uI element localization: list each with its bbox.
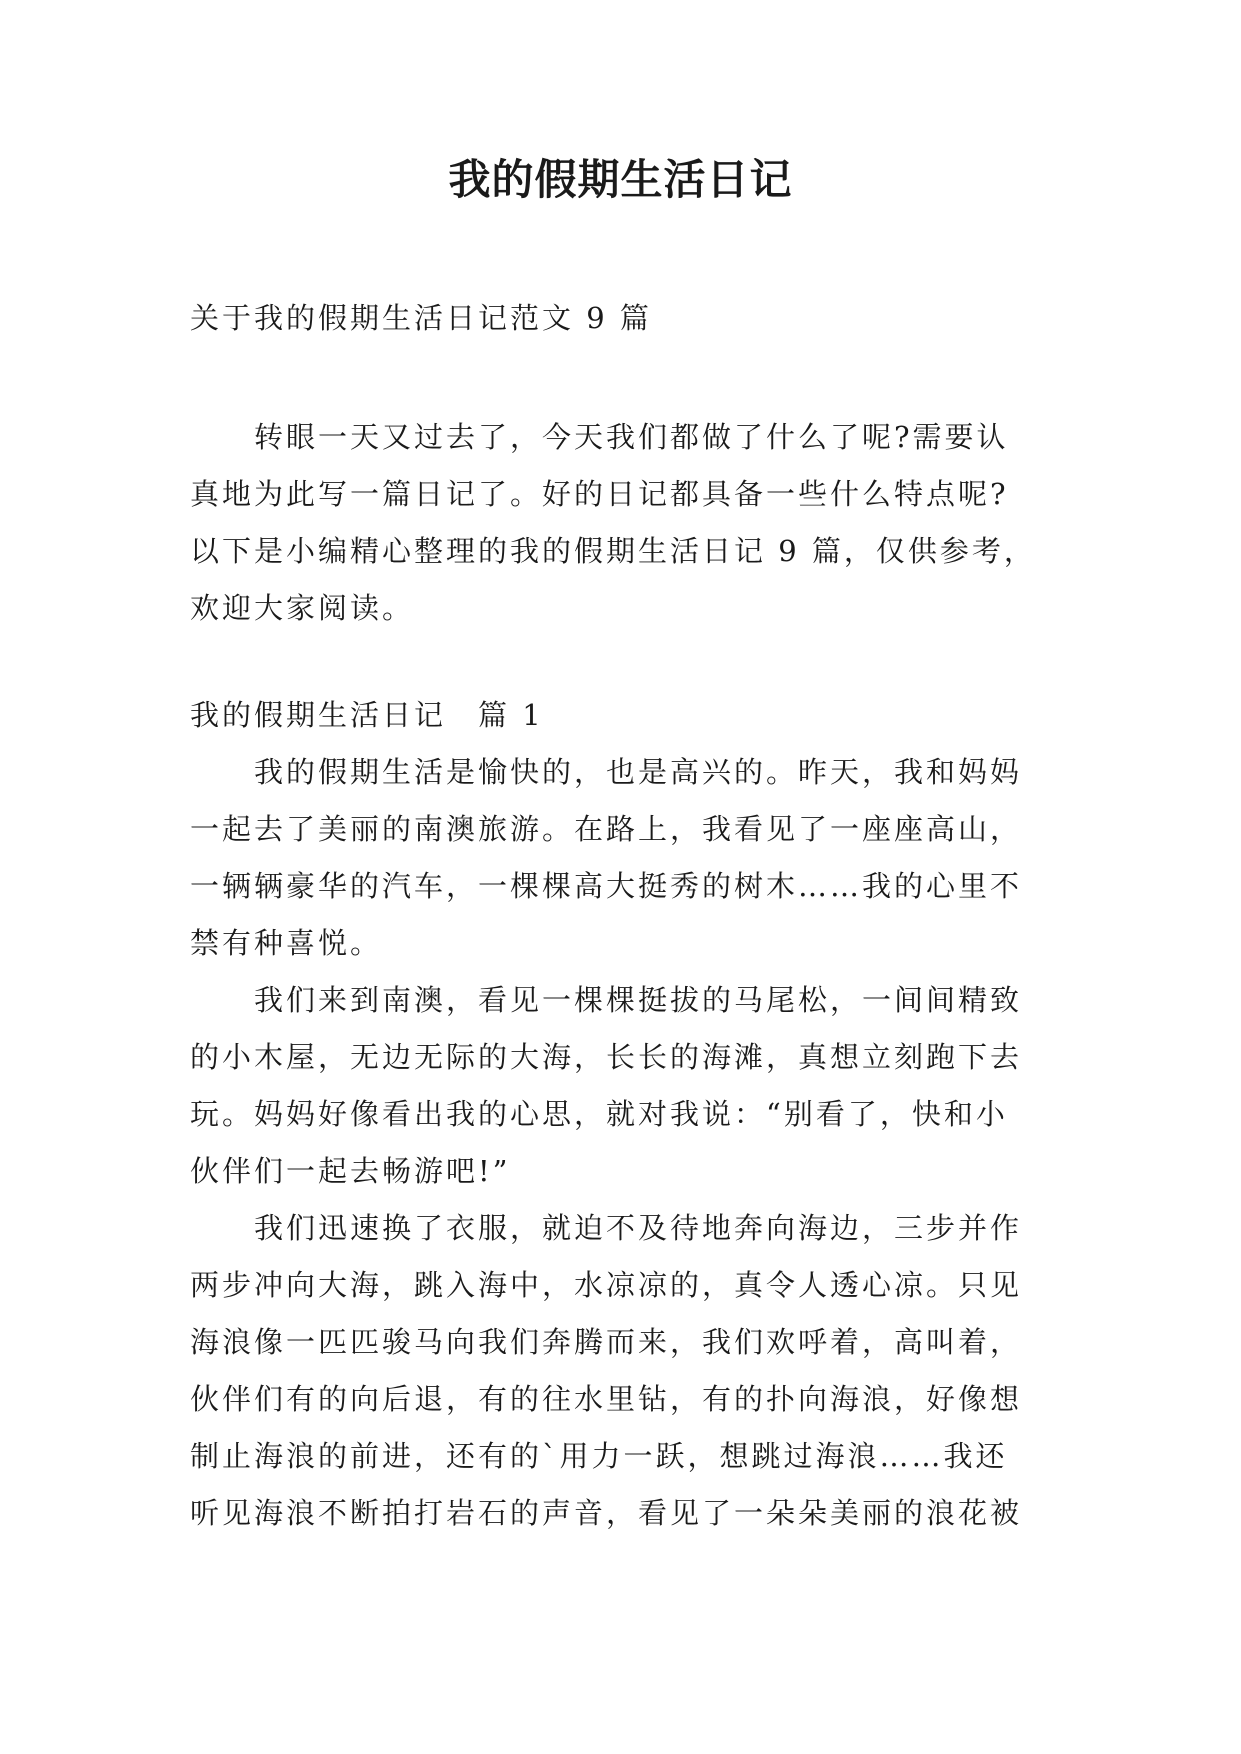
body-line: 一起去了美丽的南澳旅游。在路上，我看见了一座座高山， — [190, 812, 1023, 846]
body-line: 禁有种喜悦。 — [190, 926, 383, 960]
document-title: 我的假期生活日记 — [448, 155, 793, 204]
body-line: 的小木屋，无边无际的大海，长长的海滩，真想立刻跑下去 — [190, 1040, 1023, 1074]
body-line: 一辆辆豪华的汽车，一棵棵高大挺秀的树木……我的心里不 — [190, 869, 1023, 903]
intro-line: 真地为此写一篇日记了。好的日记都具备一些什么特点呢? — [190, 477, 1009, 511]
body-line: 伙伴们有的向后退，有的往水里钻，有的扑向海浪，好像想 — [190, 1382, 1023, 1416]
intro-paragraph — [190, 409, 1065, 637]
section-body — [190, 744, 1065, 1542]
subtitle: 关于我的假期生活日记范文 9 篇 — [190, 301, 652, 335]
body-line: 制止海浪的前进，还有的`用力一跃，想跳过海浪……我还 — [190, 1439, 1008, 1473]
body-line: 我们来到南澳，看见一棵棵挺拔的马尾松，一间间精致 — [190, 983, 1023, 1017]
intro-line: 以下是小编精心整理的我的假期生活日记 9 篇，仅供参考， — [190, 534, 1036, 568]
document-body — [190, 290, 1065, 1542]
body-line: 听见海浪不断拍打岩石的声音，看见了一朵朵美丽的浪花被 — [190, 1496, 1023, 1530]
body-line: 我的假期生活是愉快的，也是高兴的。昨天，我和妈妈 — [190, 755, 1023, 789]
intro-line: 欢迎大家阅读。 — [190, 591, 415, 625]
intro-line: 转眼一天又过去了，今天我们都做了什么了呢?需要认 — [190, 420, 1009, 454]
body-line: 玩。妈妈好像看出我的心思，就对我说：“别看了，快和小 — [190, 1097, 1008, 1131]
body-line: 海浪像一匹匹骏马向我们奔腾而来，我们欢呼着，高叫着， — [190, 1325, 1023, 1359]
body-line: 我们迅速换了衣服，就迫不及待地奔向海边，三步并作 — [190, 1211, 1023, 1245]
body-line: 两步冲向大海，跳入海中，水凉凉的，真令人透心凉。只见 — [190, 1268, 1023, 1302]
body-line: 伙伴们一起去畅游吧!” — [190, 1154, 511, 1188]
section-heading: 我的假期生活日记 篇 1 — [190, 698, 544, 732]
